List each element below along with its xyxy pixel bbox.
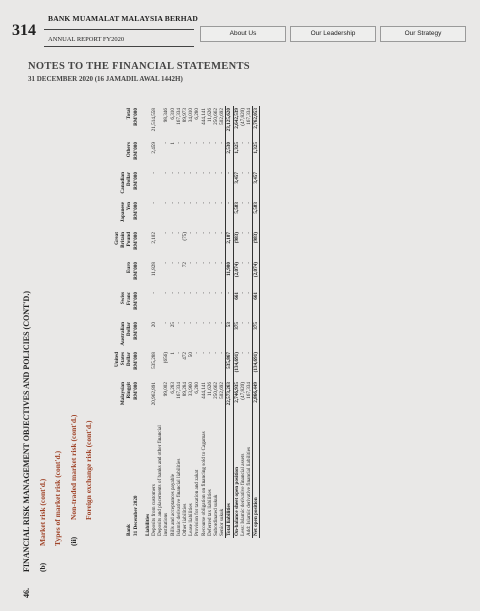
table-cell: 3,457 [233, 172, 240, 184]
table-cell: (75) [182, 232, 189, 241]
table-row [226, 106, 233, 538]
table-cell: 1,325 [233, 142, 240, 154]
table-cell: 11,900 [226, 260, 233, 290]
table-cell: - [219, 292, 226, 294]
table-cell: - [163, 322, 170, 324]
report-name: ANNUAL REPORT FY2020 [48, 36, 125, 43]
table-cell: - [246, 142, 253, 144]
table-cell: (134,691) [253, 350, 260, 380]
table-cell: 444,141 [200, 108, 207, 125]
table-cell: - [175, 322, 182, 324]
column-header: Japanese Yen RM'000 [120, 202, 139, 223]
row-label: Provision for taxation and zakat [194, 469, 201, 536]
table-cell: (134,691) [233, 352, 240, 373]
subsection-b [38, 479, 47, 572]
table-cell: 250,662 [213, 382, 220, 399]
table-cell: 2,642,539 [233, 108, 240, 129]
table-cell: - [246, 202, 253, 204]
column-header: Euro RM'000 [126, 262, 139, 280]
table-cell: - [200, 142, 207, 144]
table-cell: - [206, 172, 213, 174]
table-cell: - [188, 172, 195, 174]
table-cell: - [219, 352, 226, 354]
row-label: Islamic derivative financial liabilities [175, 458, 182, 536]
table-cell: 33,960 [188, 382, 195, 397]
table-cell: - [213, 352, 220, 354]
table-cell: - [246, 352, 253, 354]
row-label: Senior sukuk [219, 508, 226, 536]
table-cell: - [219, 232, 226, 234]
table-cell: - [182, 142, 189, 144]
table-cell: - [213, 322, 220, 324]
subsection-b-title: Market risk (cont'd.) [38, 478, 47, 546]
table-row [157, 106, 169, 538]
table-cell: 1,325 [253, 140, 260, 170]
table-cell: (656) [163, 352, 170, 364]
table-cell: - [151, 202, 158, 204]
row-label: Deposits and placements of banks and other financial institutions [157, 425, 170, 536]
table-cell: - [151, 172, 158, 174]
table-cell: 167,334 [175, 108, 182, 125]
row-label: Recourse obligation on financing sold to Cagamas [200, 431, 207, 536]
table-cell: - [182, 292, 189, 294]
table-cell: - [200, 232, 207, 234]
table-cell: - [163, 142, 170, 144]
table-cell: - [239, 292, 246, 294]
table-cell: - [182, 172, 189, 174]
row-label: Liabilities [144, 513, 151, 536]
table-cell: 472 [182, 352, 189, 360]
table-cell: - [239, 322, 246, 324]
column-header: Malaysian Ringgit RM'000 [120, 382, 139, 406]
table-cell: 2,107 [226, 230, 233, 260]
table-cell: 11,828 [151, 262, 158, 277]
table-cell: - [182, 322, 189, 324]
row-label: Subordinated sukuk [213, 494, 220, 536]
table-cell: - [219, 172, 226, 174]
table-cell: - [194, 322, 201, 324]
column-header: Australian Dollar RM'000 [120, 322, 139, 346]
table-cell: - [200, 262, 207, 264]
table-cell: - [213, 172, 220, 174]
table-cell: 661 [233, 292, 240, 300]
table-cell: - [200, 322, 207, 324]
table-cell: - [188, 292, 195, 294]
table-cell: 5,583 [253, 200, 260, 230]
table-cell: 167,334 [246, 108, 253, 125]
table-row [246, 106, 253, 538]
table-cell: (47,820) [239, 108, 246, 126]
table-cell: - [239, 232, 246, 234]
table-cell: 167,334 [246, 382, 253, 399]
table-cell: - [169, 232, 176, 234]
table-cell: - [246, 172, 253, 174]
table-cell: 2,762,053 [253, 106, 260, 140]
table-cell: - [194, 262, 201, 264]
nav-our-strategy[interactable]: Our Strategy [380, 26, 466, 42]
table-cell: 502,692 [219, 108, 226, 125]
table-cell: 11,626 [206, 108, 213, 123]
table-cell: - [188, 262, 195, 264]
table-row [253, 106, 260, 538]
table-cell: - [226, 170, 233, 200]
table-cell: 1 [169, 142, 176, 145]
table-cell: - [200, 292, 207, 294]
row-label: Bills and acceptances payable [169, 473, 176, 536]
table-cell: 72 [182, 262, 189, 268]
table-cell: (2,074) [253, 260, 260, 290]
table-cell: - [239, 352, 246, 354]
table-cell: - [200, 352, 207, 354]
table-cell: - [206, 292, 213, 294]
row-header-date: 31 December 2020 [132, 495, 139, 536]
table-cell: 34,010 [188, 108, 195, 123]
table-body [145, 106, 260, 538]
table-cell: - [188, 202, 195, 204]
table-cell: - [206, 232, 213, 234]
table-row [219, 106, 226, 538]
row-label: Total liabilities [226, 414, 233, 538]
table-cell: 2,746,935 [233, 382, 240, 403]
table-cell: - [213, 202, 220, 204]
table-cell: - [200, 202, 207, 204]
column-header: Others RM'000 [126, 142, 139, 160]
row-label: Less: Islamic derivative financial assets [239, 453, 246, 536]
table-cell: - [163, 202, 170, 204]
table-cell: - [246, 322, 253, 324]
table-cell: - [175, 262, 182, 264]
table-cell: - [169, 292, 176, 294]
table-cell: 2,530 [226, 140, 233, 170]
table-cell: 2,459 [151, 142, 158, 154]
table-cell: 2,866,449 [253, 380, 260, 414]
table-cell: - [194, 352, 201, 354]
table-cell: - [175, 292, 182, 294]
table-cell: - [188, 322, 195, 324]
table-cell: 375 [233, 322, 240, 330]
table-cell: 11,626 [206, 382, 213, 397]
company-name: BANK MUAMALAT MALAYSIA BERHAD [48, 14, 199, 23]
table-cell: - [246, 232, 253, 234]
rotated-table-area [22, 98, 480, 598]
table-cell: - [194, 232, 201, 234]
table-cell: 250,662 [213, 108, 220, 125]
table-cell: 444,141 [200, 382, 207, 399]
table-cell: 502,692 [219, 382, 226, 399]
page-title: NOTES TO THE FINANCIAL STATEMENTS [28, 61, 250, 72]
table-cell: - [163, 292, 170, 294]
table-cell: - [213, 232, 220, 234]
row-label: Add: Islamic derivative financial liabilities [246, 446, 253, 536]
table-cell: - [169, 202, 176, 204]
table-row [233, 106, 240, 538]
subsection-ii [69, 415, 78, 546]
table-cell: - [206, 202, 213, 204]
fx-heading: Foreign exchange risk (cont'd.) [84, 420, 93, 520]
table-cell: (983) [253, 230, 260, 260]
table-cell: - [219, 322, 226, 324]
table-cell: 23,125,620 [226, 106, 233, 140]
table-cell: - [206, 352, 213, 354]
table-cell: - [151, 292, 158, 294]
table-cell: - [175, 172, 182, 174]
table-cell: - [163, 232, 170, 234]
table-cell: - [246, 262, 253, 264]
table-row-header [114, 414, 139, 538]
table-cell: 375 [253, 320, 260, 350]
table-cell: 6,280 [194, 108, 201, 120]
row-label: Net open position [253, 414, 260, 538]
table-cell: - [175, 142, 182, 144]
table-cell: - [219, 142, 226, 144]
table-cell: - [200, 172, 207, 174]
page-subtitle: 31 DECEMBER 2020 (16 JAMADIL AWAL 1442H) [28, 75, 183, 83]
nav-about-us[interactable]: About Us [200, 26, 286, 42]
column-header: Canadian Dollar RM'000 [120, 172, 139, 194]
table-cell: 6,283 [169, 382, 176, 394]
row-label: On-balance sheet open position [233, 466, 240, 536]
table-cell: 6,280 [194, 382, 201, 394]
table-cell: 98,346 [163, 108, 170, 123]
column-header: Total RM'000 [126, 108, 139, 126]
nav-our-leadership[interactable]: Our Leadership [290, 26, 376, 42]
column-header: United States Dollar RM'000 [114, 352, 139, 370]
table-cell: (47,820) [239, 382, 246, 400]
table-cell: 89,284 [182, 382, 189, 397]
table-cell: - [213, 142, 220, 144]
table-cell: - [182, 202, 189, 204]
section-number: 46. [22, 588, 31, 598]
page-number: 314 [12, 22, 36, 39]
table-cell: - [246, 292, 253, 294]
table-cell: - [188, 232, 195, 234]
table-cell: 535,867 [226, 350, 233, 380]
table-cell: - [239, 202, 246, 204]
table-cell: 22,573,263 [226, 380, 233, 414]
table-cell: 99,002 [163, 382, 170, 397]
table-cell: - [163, 172, 170, 174]
section-title: FINANCIAL RISK MANAGEMENT OBJECTIVES AND POLICIES (CONT'D.) [22, 290, 31, 572]
table-cell: 20 [151, 322, 158, 328]
table-cell: - [194, 172, 201, 174]
table-cell: 167,334 [175, 382, 182, 399]
table-cell: - [188, 142, 195, 144]
table-cell: - [239, 172, 246, 174]
fx-risk-table [114, 106, 260, 538]
table-cell: 25 [169, 322, 176, 328]
table-cell: 5,583 [233, 202, 240, 214]
table-cell: - [175, 352, 182, 354]
row-label: Lease liabilities [188, 503, 195, 536]
row-label: Deposits from customers [151, 484, 158, 536]
column-header: Great Britain Pound RM'000 [114, 232, 139, 250]
subsection-ii-title: Non-traded market risk (cont'd.) [69, 414, 78, 520]
table-cell: 2,102 [151, 232, 158, 244]
table-cell: - [239, 262, 246, 264]
table-cell: 21,514,558 [151, 108, 158, 132]
table-cell: - [213, 292, 220, 294]
table-cell: - [226, 290, 233, 320]
table-cell: - [194, 202, 201, 204]
column-header: Swiss Franc RM'000 [120, 292, 139, 310]
table-cell: 89,973 [182, 108, 189, 123]
table-cell: - [194, 142, 201, 144]
table-cell: - [163, 262, 170, 264]
table-cell: - [206, 262, 213, 264]
table-cell: - [169, 262, 176, 264]
table-cell: (983) [233, 232, 240, 244]
table-cell: - [219, 202, 226, 204]
types-heading: Types of market risk (cont'd.) [53, 450, 62, 546]
table-cell: 53 [226, 320, 233, 350]
table-cell: 3,457 [253, 170, 260, 200]
subsection-ii-number: (ii) [69, 536, 78, 546]
subsection-b-number: (b) [38, 562, 47, 572]
table-cell: - [175, 202, 182, 204]
table-cell: 1 [169, 352, 176, 355]
table-cell: - [226, 200, 233, 230]
table-cell: (2,074) [233, 262, 240, 278]
header-divider [44, 29, 194, 30]
table-cell: - [194, 292, 201, 294]
table-cell: - [175, 232, 182, 234]
table-cell: - [206, 142, 213, 144]
table-cell: - [239, 142, 246, 144]
table-cell: 50 [188, 352, 195, 358]
table-cell: - [213, 262, 220, 264]
table-cell: 20,962,891 [151, 382, 158, 406]
table-cell: - [169, 172, 176, 174]
table-header-row [114, 106, 139, 538]
table-cell: - [219, 262, 226, 264]
table-cell: - [206, 322, 213, 324]
section-heading [22, 291, 31, 598]
table-cell: 535,288 [151, 352, 158, 369]
table-cell: 6,310 [169, 108, 176, 120]
row-header-bank: Bank [126, 524, 133, 536]
row-label: Other liabilities [182, 503, 189, 536]
row-label: Deferred tax liabilities [206, 489, 213, 536]
table-cell: 661 [253, 290, 260, 320]
header-divider-lower [44, 46, 194, 47]
